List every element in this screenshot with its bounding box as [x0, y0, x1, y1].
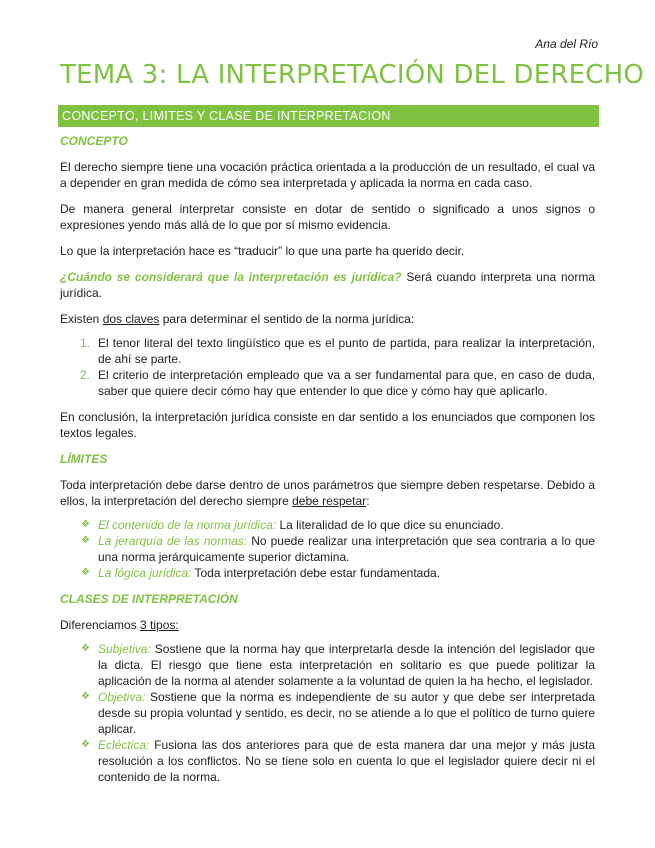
concepto-heading: CONCEPTO	[60, 134, 128, 148]
list-number: 1.	[80, 336, 91, 350]
list-item	[60, 565, 595, 581]
limite-label: La jerarquía de las normas:	[98, 534, 248, 548]
author-name: Ana del Río	[535, 37, 598, 51]
list-item-text: El criterio de interpretación empleado que va a ser fundamental para que, en caso de duda, saber que quiere decir cómo hay que entender lo que dice y cómo hay que aplicarlo.	[98, 368, 595, 398]
list-item	[60, 517, 595, 533]
limite-text: No puede realizar una interpretación que sea contraria a lo que una norma jerárquicamente superior dictamina.	[98, 534, 595, 564]
clases-heading: CLASES DE INTERPRETACIÓN	[60, 592, 238, 606]
limites-heading: LÍMITES	[60, 452, 108, 466]
section-bar-label: CONCEPTO, LIMITES Y CLASE DE INTERPRETACION	[62, 109, 391, 123]
limites-intro-post: :	[366, 494, 370, 508]
limites-intro	[60, 477, 595, 509]
list-item-text: El tenor literal del texto lingüístico que es el punto de partida, para realizar la interpretación, de ahí se parte.	[98, 336, 595, 366]
clase-text: Sostiene que la norma hay que interpretarla desde la intención del legislador que la dicta. El riesgo que tiene esta interpretación en solitario es que puede politizar la aplicación de la norma al atender solamente a la voluntad de quien la ha hecho, el legislador.	[98, 642, 595, 688]
list-item	[60, 367, 595, 399]
limites-list	[60, 517, 595, 581]
list-item	[60, 641, 595, 689]
claves-paragraph	[60, 311, 595, 327]
list-number: 2.	[80, 368, 91, 382]
list-item	[60, 737, 595, 785]
limites-intro-underlined: debe respetar	[292, 494, 367, 508]
limite-text: Toda interpretación debe estar fundamentada.	[191, 566, 441, 580]
page-title: TEMA 3: LA INTERPRETACIÓN DEL DERECHO	[60, 60, 645, 90]
concepto-paragraph-1: El derecho siempre tiene una vocación práctica orientada a la producción de un resultado, el cual va a depender en gran medida de cómo sea interpretada y aplicada la norma en cada caso.	[60, 160, 595, 190]
diamond-bullet-icon: ❖	[81, 519, 90, 530]
concepto-paragraph-2: De manera general interpretar consiste en dotar de sentido o significado a unos signos o expresiones yendo más allá de lo que por sí mismo evidencia.	[60, 202, 595, 232]
claves-pre: Existen	[60, 312, 103, 326]
claves-post: para determinar el sentido de la norma jurídica:	[159, 312, 415, 326]
clases-intro-pre: Diferenciamos	[60, 618, 141, 632]
diamond-bullet-icon: ❖	[81, 691, 90, 702]
diamond-bullet-icon: ❖	[81, 535, 90, 546]
concepto-conclusion: En conclusión, la interpretación jurídica consiste en dar sentido a los enunciados que componen los textos legales.	[60, 410, 595, 440]
limite-label: El contenido de la norma jurídica:	[98, 518, 277, 532]
diamond-bullet-icon: ❖	[81, 739, 90, 750]
concepto-paragraph-3: Lo que la interpretación hace es “traducir” lo que una parte ha querido decir.	[60, 244, 465, 258]
limite-text: La literalidad de lo que dice su enunciado.	[276, 518, 504, 532]
diamond-bullet-icon: ❖	[81, 567, 90, 578]
clases-list	[60, 641, 595, 785]
list-item	[60, 335, 595, 367]
clase-label: Objetiva:	[98, 690, 146, 704]
claves-underlined: dos claves	[102, 312, 160, 326]
concepto-answer: Será cuando interpreta una norma jurídica.	[60, 270, 595, 300]
concepto-question: ¿Cuándo se considerará que la interpretación es jurídica?	[60, 270, 402, 284]
claves-list	[60, 335, 595, 399]
clase-text: Fusiona las dos anteriores para que de esta manera dar una mejor y más justa resolución a los conflictos. No se tiene solo en cuenta lo que el legislador quiere decir ni el contenido de la norma.	[98, 738, 595, 784]
clase-label: Ecléctica:	[98, 738, 150, 752]
document-body	[60, 133, 595, 795]
clase-text: Sostiene que la norma es independiente de su autor y que debe ser interpretada desde su propia voluntad y sentido, es decir, no se atiende a lo que el político de turno quiere aplicar.	[98, 690, 595, 736]
clases-intro-underlined: 3 tipos:	[140, 618, 179, 632]
list-item	[60, 689, 595, 737]
diamond-bullet-icon: ❖	[81, 643, 90, 654]
section-bar	[58, 105, 599, 127]
clase-label: Subjetiva:	[98, 642, 151, 656]
concepto-question-paragraph	[60, 269, 595, 301]
clases-intro	[60, 617, 595, 633]
list-item	[60, 533, 595, 565]
limites-intro-pre: Toda interpretación debe darse dentro de unos parámetros que siempre deben respetarse. Debido a ellos, la interpretación del derecho siempre	[60, 478, 595, 508]
limite-label: La lógica jurídica:	[98, 566, 192, 580]
